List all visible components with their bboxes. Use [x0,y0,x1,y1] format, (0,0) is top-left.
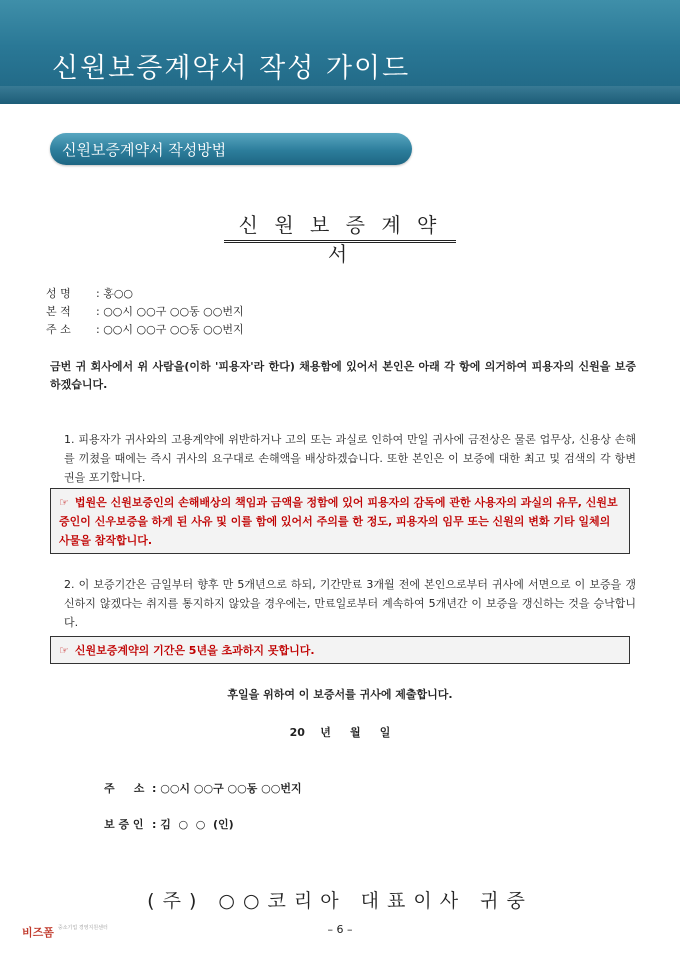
clause-2: 2. 이 보증기간은 금일부터 향후 만 5개년으로 하되, 기간만료 3개월 전에 본인으로부터 귀사에 서면으로 이 보증을 갱신하지 않겠다는 취지를 통지하지 않았을 경우에는, 만료일로부터 계속하여 5개년간 이 보증을 갱신하는 것을 승낙합니다. [64,578,636,629]
guarantor-address-value: : ○○시 ○○구 ○○동 ○○번지 [152,782,302,795]
recipient-company: (주) ○○코리아 대표이사 귀중 [147,890,533,912]
arrow-icon: ☞ [59,496,69,509]
note-box-2 [50,636,630,664]
arrow-icon: ☞ [59,644,69,657]
info-name-value: : 홍○○ [96,287,134,300]
logo-text: 비즈폼 [22,926,54,939]
guarantor-address [104,780,302,796]
banner-stripe [0,86,680,104]
guarantor-address-label: 주 소 [104,782,145,795]
info-address [46,323,244,337]
logo-subtext: 중소기업 경영지원센터 [57,925,108,931]
guarantor-value: : 김 ○ ○ (인) [152,818,234,831]
date-line: 20 년 월 일 [289,726,391,739]
info-address-label: 주 소 [46,323,71,336]
info-name [46,287,133,301]
note-box-1 [50,488,630,554]
info-name-label: 성 명 [46,287,71,300]
info-address-value: : ○○시 ○○구 ○○동 ○○번지 [96,323,244,336]
header-banner [0,0,680,104]
page-number: – 6 – [327,923,353,936]
section-title: 신원보증계약서 작성방법 [62,141,227,159]
note-1-text: 법원은 신원보증인의 손해배상의 책임과 금액을 정함에 있어 피용자의 감독에 관한 사용자의 과실의 유무, 신원보증인이 신우보증을 하게 된 사유 및 이를 함에 있어서 주의를 한 정도, 피용자의 임무 또는 신원의 변화 기타 일체의 사물을 참작합니다. [59,496,618,547]
clause-1: 1. 피용자가 귀사와의 고용계약에 위반하거나 고의 또는 과실로 인하여 만일 귀사에 금전상은 물론 업무상, 신용상 손해를 끼쳤을 때에는 즉시 귀사의 요구대로 손해액을 배상하겠습니다. 또한 본인은 이 보증에 대한 최고 및 검색의 각 항변권을 포기합니다. [64,433,636,484]
intro-paragraph: 금번 귀 회사에서 위 사람을(이하 '피용자'라 한다) 채용함에 있어서 본인은 아래 각 항에 의거하여 피용자의 신원을 보증하겠습니다. [50,360,636,391]
info-domicile-value: : ○○시 ○○구 ○○동 ○○번지 [96,305,244,318]
note-2-text: 신원보증계약의 기간은 5년을 초과하지 못합니다. [74,644,315,657]
guarantor-label: 보 증 인 [104,818,144,831]
info-domicile-label: 본 적 [46,305,71,318]
page-title: 신원보증계약서 작성 가이드 [52,53,411,84]
guarantor-line [104,816,234,832]
section-header [50,133,412,165]
document-title: 신 원 보 증 계 약 서 [224,209,456,243]
info-domicile [46,305,244,319]
closing-statement: 후일을 위하여 이 보증서를 귀사에 제출합니다. [227,688,453,701]
